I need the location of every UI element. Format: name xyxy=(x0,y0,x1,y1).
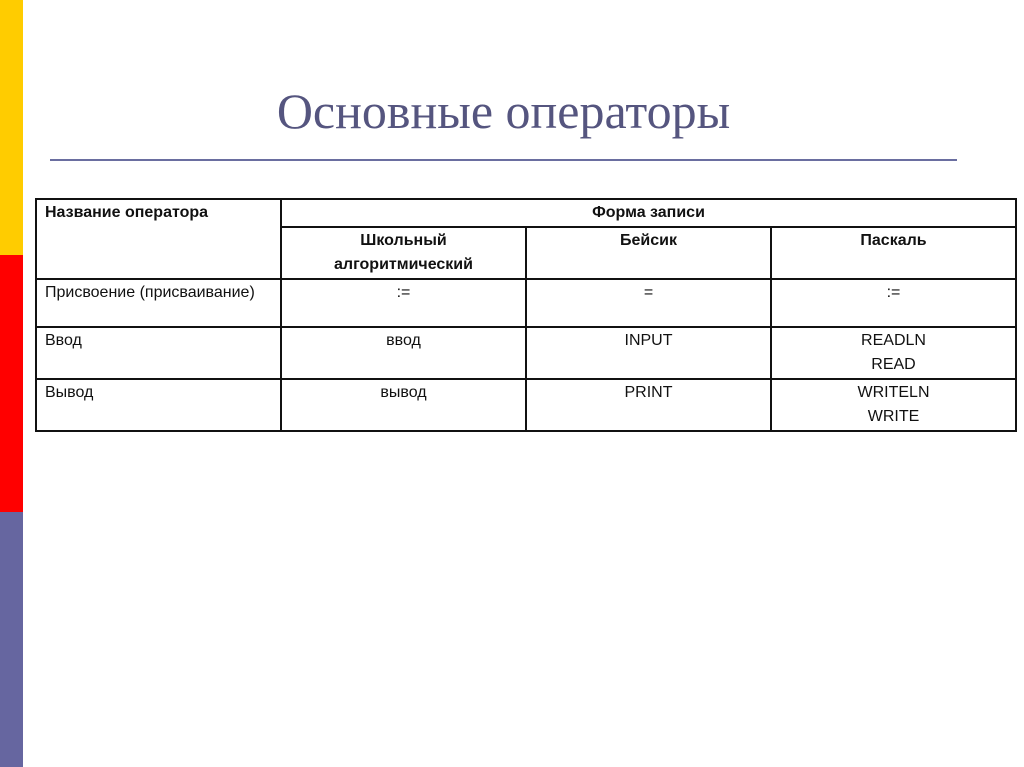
cell: INPUT xyxy=(526,327,771,379)
cell: = xyxy=(526,279,771,327)
cell: READLN READ xyxy=(771,327,1016,379)
table-row xyxy=(36,327,1016,379)
header-basic: Бейсик xyxy=(526,227,771,279)
operators-table xyxy=(35,198,1017,432)
cell: := xyxy=(771,279,1016,327)
header-form: Форма записи xyxy=(281,199,1016,227)
accent-bar-yellow xyxy=(0,0,23,255)
header-name: Название оператора xyxy=(36,199,281,279)
cell: вывод xyxy=(281,379,526,431)
row-name: Вывод xyxy=(36,379,281,431)
table-row xyxy=(36,279,1016,327)
header-pascal: Паскаль xyxy=(771,227,1016,279)
title-divider xyxy=(50,159,957,161)
accent-bar-blue xyxy=(0,512,23,767)
accent-bar-red xyxy=(0,255,23,512)
cell: WRITELN WRITE xyxy=(771,379,1016,431)
cell: := xyxy=(281,279,526,327)
row-name: Ввод xyxy=(36,327,281,379)
row-name: Присвоение (присваивание) xyxy=(36,279,281,327)
cell: ввод xyxy=(281,327,526,379)
cell: PRINT xyxy=(526,379,771,431)
header-school: Школьный алгоритмический xyxy=(281,227,526,279)
table-row xyxy=(36,379,1016,431)
slide-title: Основные операторы xyxy=(276,83,731,139)
